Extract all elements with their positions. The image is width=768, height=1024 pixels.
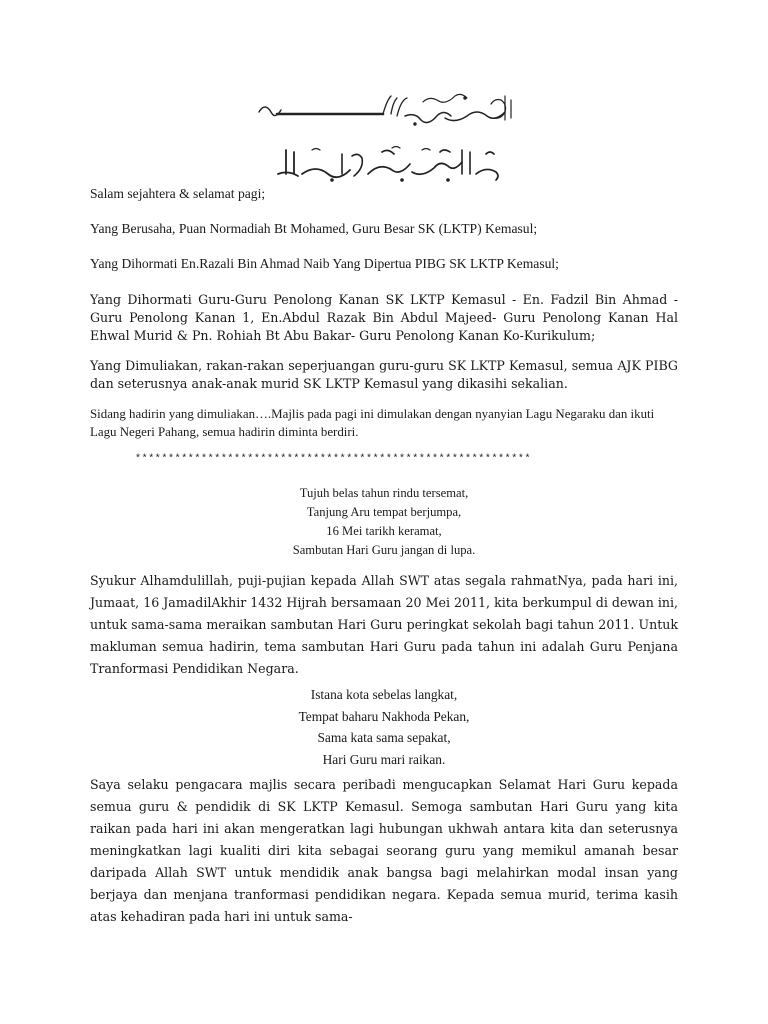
pibg-greeting: Yang Dihormati En.Razali Bin Ahmad Naib Yang Dipertua PIBG SK LKTP Kemasul; [90, 256, 559, 271]
pantun-line: 16 Mei tarikh keramat, [326, 524, 442, 538]
assalamualaikum-calligraphy-image [272, 144, 504, 184]
syukur-paragraph: Syukur Alhamdulillah, puji-pujian kepada Allah SWT atas segala rahmatNya, pada hari ini, Jumaat, 16 JamadilAkhir 1432 Hijrah bersamaan 20 Mei 2011, kita berkumpul di dewan ini, untuk sama-sama meraikan sambutan Hari Guru peringkat sekolah bagi tahun 2011. Untuk makluman semua hadirin, tema sambutan Hari Guru pada tahun ini adalah Guru Penjana Tranformasi Pendidikan Negara. [90, 573, 678, 676]
pengacara-paragraph: Saya selaku pengacara majlis secara peribadi mengucapkan Selamat Hari Guru kepada semua guru & pendidik di SK LKTP Kemasul. Semoga sambutan Hari Guru yang kita raikan pada hari ini akan mengeratkan lagi hubungan ukhwah antara kita dan seterusnya meningkatkan lagi kualiti diri kita sebagai seorang guru yang memikul amanah besar daripada Allah SWT untuk mendidik anak bangsa bagi melahirkan modal insan yang berjaya dan menjana tranformasi pendidikan negara. Kepada semua murid, terima kasih atas kehadiran pada hari ini untuk sama- [90, 777, 678, 924]
pantun-line: Istana kota sebelas langkat, [310, 687, 458, 702]
pantun-line: Tempat baharu Nakhoda Pekan, [298, 708, 470, 724]
pantun-line: Tanjung Aru tempat berjumpa, [306, 505, 462, 519]
salam-greeting: Salam sejahtera & selamat pagi; [90, 186, 266, 201]
guru-besar-greeting: Yang Berusaha, Puan Normadiah Bt Mohamed, Guru Besar SK (LKTP) Kemasul; [90, 221, 538, 236]
pantun-line: Sambutan Hari Guru jangan di lupa. [292, 543, 476, 557]
pantun-line: Hari Guru mari raikan. [322, 751, 446, 767]
pantun-2 [184, 684, 584, 770]
sidang-hadirin-paragraph: Sidang hadirin yang dimuliakan….Majlis pada pagi ini dimulakan dengan nyanyian Lagu Negaraku dan ikuti Lagu Negeri Pahang, semua hadirin diminta berdiri. [90, 407, 655, 439]
guru-penolong-greeting: Yang Dihormati Guru-Guru Penolong Kanan SK LKTP Kemasul - En. Fadzil Bin Ahmad - Guru Penolong Kanan 1, En.Abdul Razak Bin Abdul Majeed- Guru Penolong Kanan Hal Ehwal Murid & Pn. Rohiah Bt Abu Bakar- Guru Penolong Kanan Ko-Kurikulum; [90, 292, 678, 343]
rakan-greeting: Yang Dimuliakan, rakan-rakan seperjuangan guru-guru SK LKTP Kemasul, semua AJK PIBG dan seterusnya anak-anak murid SK LKTP Kemasul yang dikasihi sekalian. [90, 358, 678, 391]
asterisk-separator: ************************************************************ [135, 454, 532, 465]
pantun-line: Tujuh belas tahun rindu tersemat, [299, 486, 469, 500]
pantun-1 [184, 484, 584, 560]
bismillah-calligraphy-image [255, 92, 517, 128]
pantun-line: Sama kata sama sepakat, [317, 730, 451, 745]
